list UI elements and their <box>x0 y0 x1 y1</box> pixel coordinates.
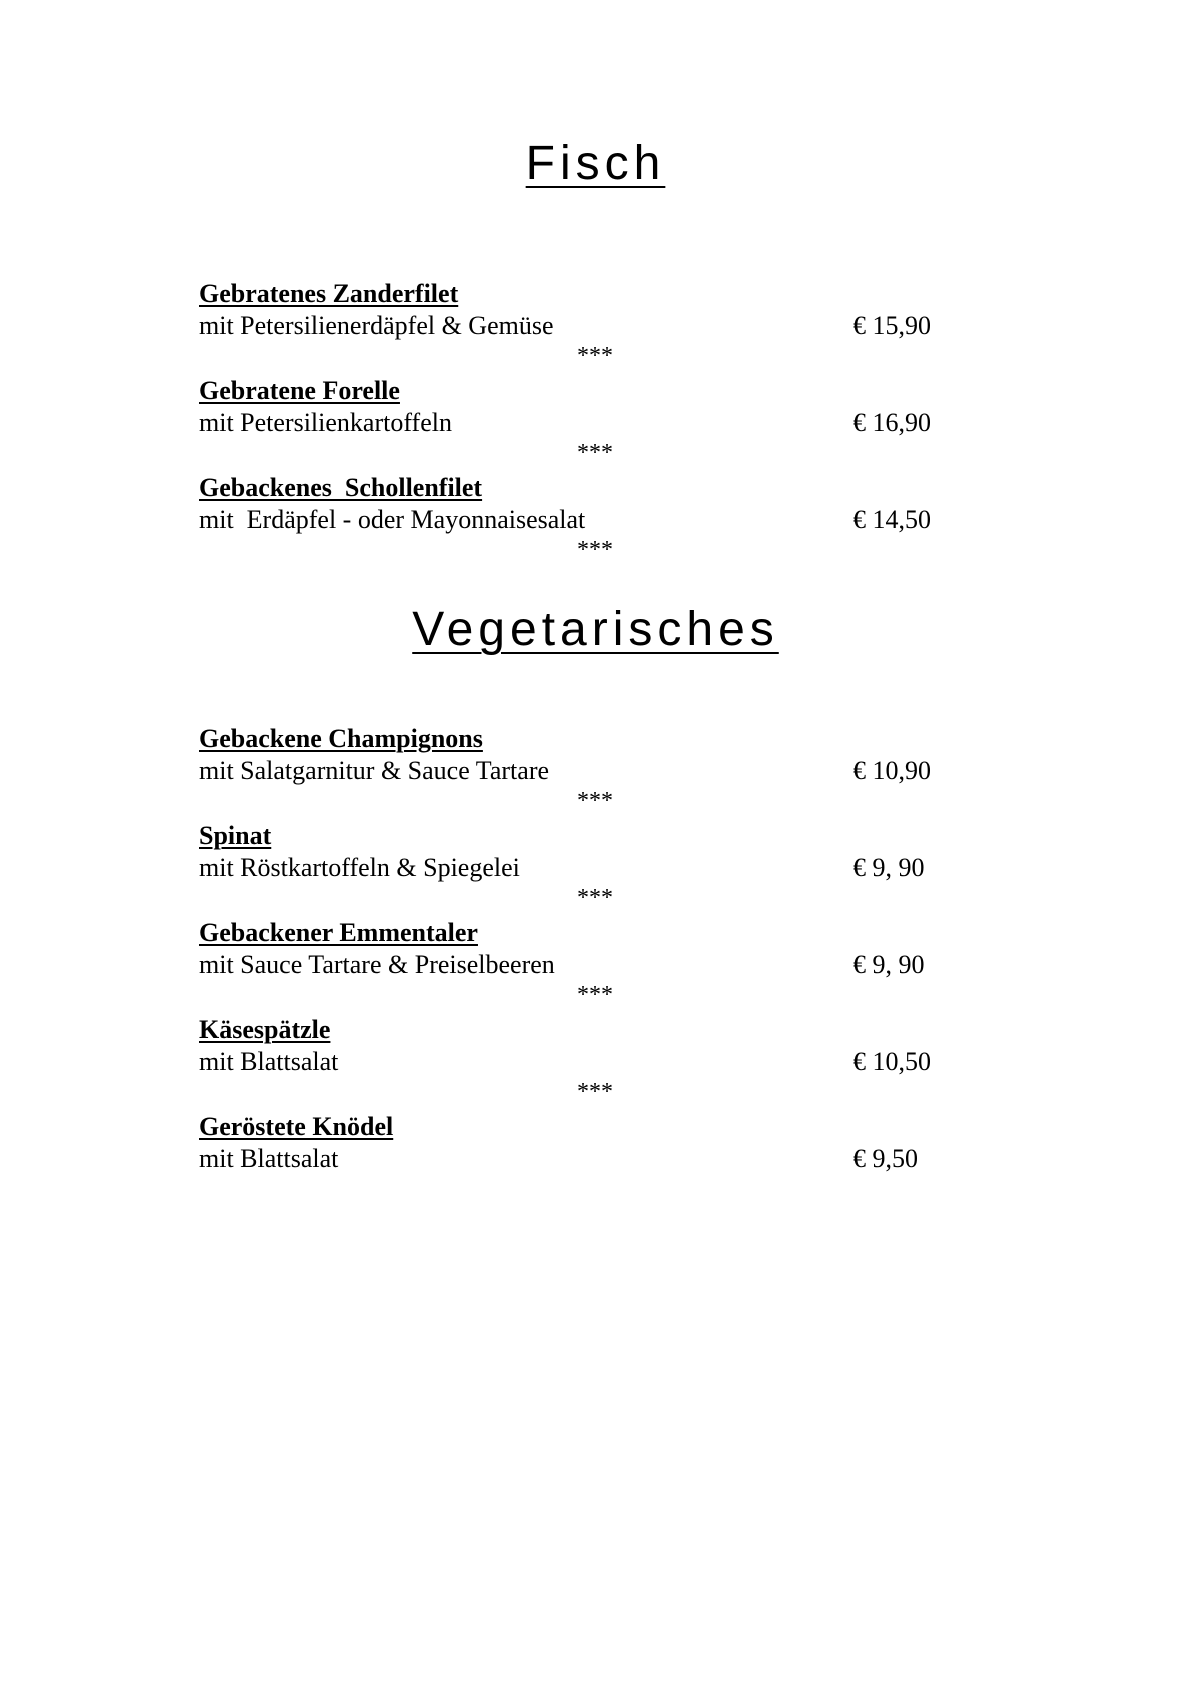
item-name: Gebackenes Schollenfilet <box>199 473 483 502</box>
separator: *** <box>577 343 613 369</box>
item-description: mit Petersilienerdäpfel & Gemüse <box>199 311 554 340</box>
item-price: € 9,50 <box>853 1144 918 1173</box>
item-description: mit Erdäpfel - oder Mayonnaisesalat <box>199 505 586 534</box>
separator: *** <box>577 788 613 814</box>
separator: *** <box>577 982 613 1008</box>
item-description: mit Sauce Tartare & Preiselbeeren <box>199 950 555 979</box>
item-description: mit Petersilienkartoffeln <box>199 408 452 437</box>
item-name: Käsespätzle <box>199 1015 331 1044</box>
separator: *** <box>577 1079 613 1105</box>
separator: *** <box>577 885 613 911</box>
separator: *** <box>577 440 613 466</box>
item-price: € 10,90 <box>853 756 931 785</box>
item-description: mit Röstkartoffeln & Spiegelei <box>199 853 520 882</box>
item-name: Geröstete Knödel <box>199 1112 394 1141</box>
item-name: Gebackener Emmentaler <box>199 918 478 947</box>
item-name: Gebackene Champignons <box>199 724 483 753</box>
item-price: € 9, 90 <box>853 853 925 882</box>
item-description: mit Blattsalat <box>199 1144 339 1173</box>
item-name: Gebratenes Zanderfilet <box>199 279 459 308</box>
separator: *** <box>577 537 613 563</box>
item-description: mit Blattsalat <box>199 1047 339 1076</box>
item-price: € 9, 90 <box>853 950 925 979</box>
item-name: Spinat <box>199 821 272 850</box>
item-price: € 15,90 <box>853 311 931 340</box>
item-name: Gebratene Forelle <box>199 376 400 405</box>
item-price: € 14,50 <box>853 505 931 534</box>
item-price: € 10,50 <box>853 1047 931 1076</box>
section-title-fisch: Fisch <box>525 137 666 190</box>
section-title-vegetarisches: Vegetarisches <box>412 603 779 656</box>
item-price: € 16,90 <box>853 408 931 437</box>
item-description: mit Salatgarnitur & Sauce Tartare <box>199 756 550 785</box>
